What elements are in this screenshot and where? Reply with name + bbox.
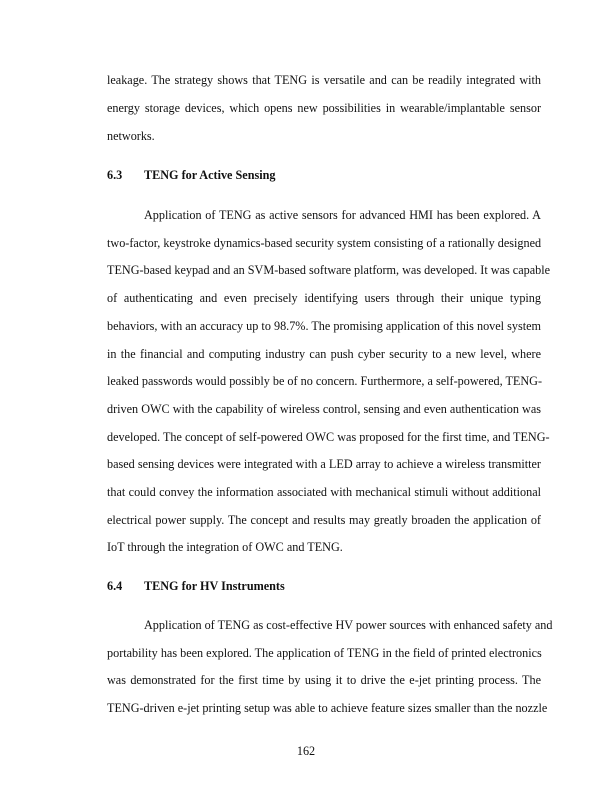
section-heading-6-4 bbox=[107, 578, 285, 594]
text-line: two-factor, keystroke dynamics-based security system consisting of a rationally designed bbox=[107, 236, 542, 250]
text-line: was demonstrated for the first time by using it to drive the e-jet printing process. The bbox=[107, 673, 541, 687]
text-line: in the financial and computing industry can push cyber security to a new level, where bbox=[107, 347, 541, 361]
text-line: leaked passwords would possibly be of no concern. Furthermore, a self-powered, TENG- bbox=[107, 374, 543, 388]
text-line: that could convey the information associated with mechanical stimuli without additional bbox=[107, 485, 541, 499]
text-line: developed. The concept of self-powered OWC was proposed for the first time, and TENG- bbox=[107, 430, 550, 444]
text-line: electrical power supply. The concept and results may greatly broaden the application of bbox=[107, 513, 541, 527]
text-line: TENG-based keypad and an SVM-based software platform, was developed. It was capable bbox=[107, 263, 550, 277]
section-number: 6.4 bbox=[107, 579, 123, 593]
section-heading-6-3 bbox=[107, 167, 275, 183]
text-line: based sensing devices were integrated with a LED array to achieve a wireless transmitter bbox=[107, 457, 541, 471]
section-title: TENG for HV Instruments bbox=[144, 579, 285, 593]
text-line: behaviors, with an accuracy up to 98.7%. The promising application of this novel system bbox=[107, 319, 541, 333]
section-number: 6.3 bbox=[107, 168, 123, 182]
text-line: energy storage devices, which opens new possibilities in wearable/implantable sensor bbox=[107, 101, 541, 115]
text-line: portability has been explored. The application of TENG in the field of printed electronics bbox=[107, 646, 542, 660]
text-line: Application of TENG as cost-effective HV power sources with enhanced safety and bbox=[144, 618, 553, 632]
text-line: of authenticating and even precisely identifying users through their unique typing bbox=[107, 291, 541, 305]
text-line: TENG-driven e-jet printing setup was able to achieve feature sizes smaller than the nozzle bbox=[107, 701, 548, 715]
text-line: Application of TENG as active sensors for advanced HMI has been explored. A bbox=[144, 208, 541, 222]
page-number: 162 bbox=[296, 744, 316, 758]
text-line: IoT through the integration of OWC and TENG. bbox=[107, 540, 343, 554]
section-title: TENG for Active Sensing bbox=[144, 168, 276, 182]
text-line: driven OWC with the capability of wireless control, sensing and even authentication was bbox=[107, 402, 541, 416]
text-line: networks. bbox=[107, 129, 155, 143]
text-line: leakage. The strategy shows that TENG is versatile and can be readily integrated with bbox=[107, 73, 541, 87]
